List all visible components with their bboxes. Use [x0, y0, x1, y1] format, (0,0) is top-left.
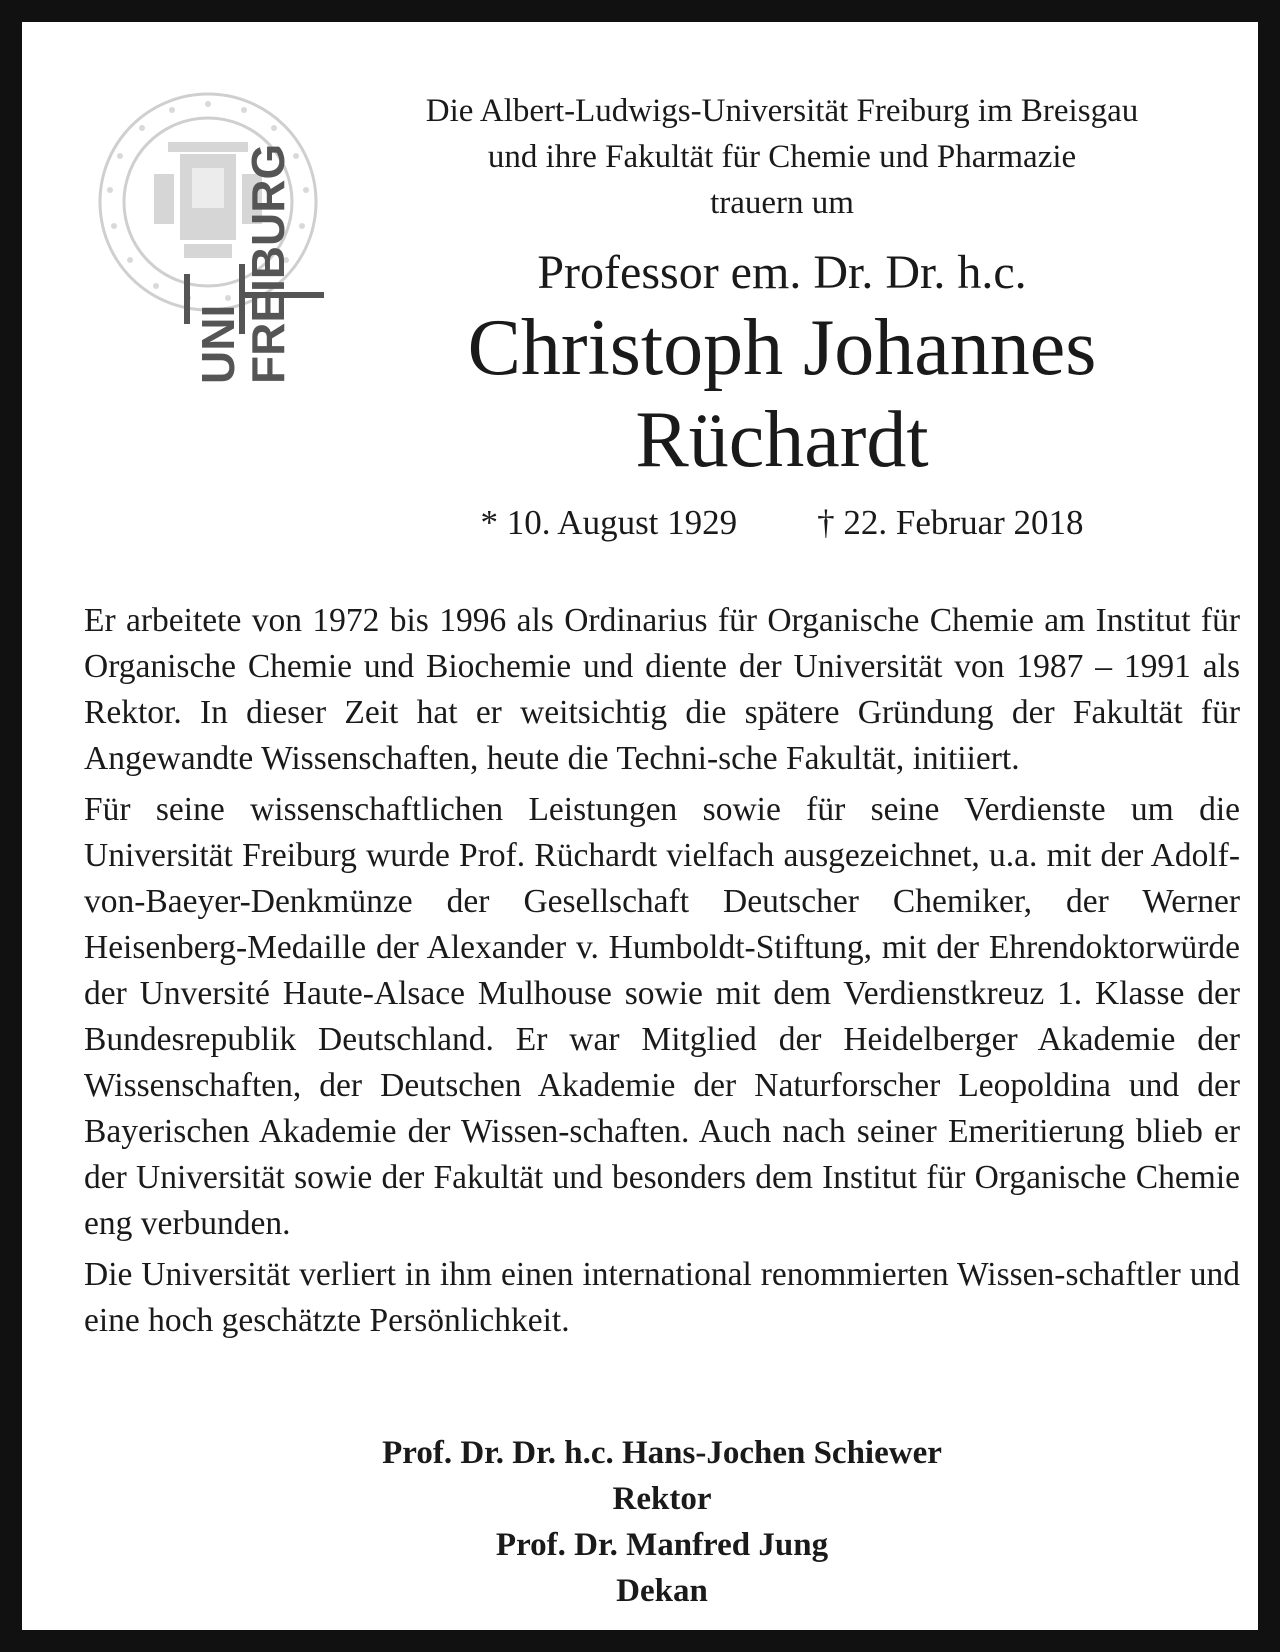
paragraph-closing: Die Universität verliert in ihm einen international renommierten Wissen-schaftler und eine hoch geschätzte Persönlichkeit.	[84, 1256, 1240, 1339]
uni-freiburg-logo	[84, 84, 364, 404]
birth-date: * 10. August 1929	[480, 503, 738, 542]
signatory-rector-role: Rektor	[612, 1481, 712, 1517]
notice-header	[352, 88, 1212, 546]
deceased-name-line-1: Christoph Johannes	[467, 304, 1097, 392]
logo-text-uni: UNI	[192, 304, 244, 384]
signatory-dean-role: Dekan	[616, 1573, 708, 1609]
obituary-body	[84, 598, 1240, 1349]
intro-line-2: und ihre Fakultät für Chemie und Pharmazie	[487, 139, 1077, 175]
signatory-rector-name: Prof. Dr. Dr. h.c. Hans-Jochen Schiewer	[382, 1435, 942, 1471]
deceased-name-line-2: Rüchardt	[635, 396, 929, 484]
deceased-title: Professor em. Dr. Dr. h.c.	[537, 246, 1027, 299]
university-seal-icon	[84, 84, 364, 404]
life-dates	[352, 500, 1212, 546]
intro-line-3: trauern um	[710, 185, 854, 221]
paragraph-career: Er arbeitete von 1972 bis 1996 als Ordinarius für Organische Chemie am Institut für Organische Chemie und Biochemie und diente der Universität von 1987 – 1991 als Rektor. In dieser Zeit hat er weitsichtig die spätere Gründung der Fakultät für Angewandte Wissenschaften, heute die Techni-sche Fakultät, initiiert.	[84, 602, 1240, 777]
logo-text-freiburg: FREIBURG	[242, 143, 294, 384]
death-date: † 22. Februar 2018	[817, 503, 1084, 542]
intro-line-1: Die Albert-Ludwigs-Universität Freiburg im Breisgau	[425, 93, 1139, 129]
paragraph-honors: Für seine wissenschaftlichen Leistungen sowie für seine Verdienste um die Universität Freiburg wurde Prof. Rüchardt vielfach ausgezeichnet, u.a. mit der Adolf-von-Baeyer-Denkmünze der Gesellschaft Deutscher Chemiker, der Werner Heisenberg-Medaille der Alexander v. Humboldt-Stiftung, mit der Ehrendoktorwürde der Unversité Haute-Alsace Mulhouse sowie mit dem Verdienstkreuz 1. Klasse der Bundesrepublik Deutschland. Er war Mitglied der Heidelberger Akademie der Wissenschaften, der Deutschen Akademie der Naturforscher Leopoldina und der Bayerischen Akademie der Wissen-schaften. Auch nach seiner Emeritierung blieb er der Universität sowie der Fakultät und besonders dem Institut für Organische Chemie eng verbunden.	[84, 791, 1240, 1242]
signatures	[84, 1430, 1240, 1614]
signatory-dean-name: Prof. Dr. Manfred Jung	[495, 1527, 829, 1563]
